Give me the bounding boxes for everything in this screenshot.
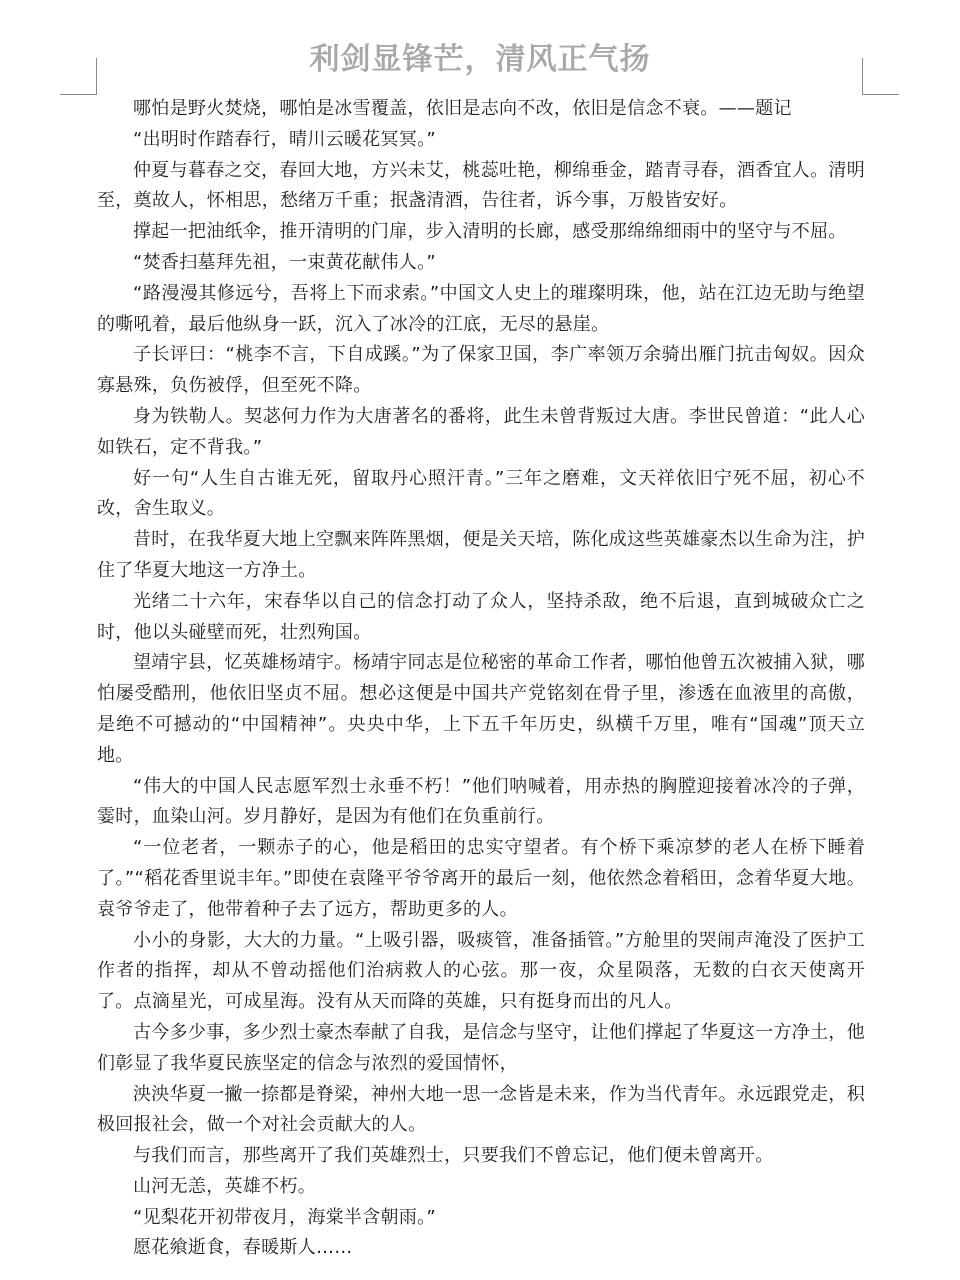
paragraph: 身为铁勒人。契苾何力作为大唐著名的番将，此生未曾背叛过大唐。李世民曾道：“此人心如铁石，定不背我。” xyxy=(97,405,865,458)
paragraph: 撑起一把油纸伞，推开清明的门扉，步入清明的长廊，感受那绵绵细雨中的坚守与不屈。 xyxy=(133,221,847,243)
essay-body xyxy=(97,94,865,1264)
paragraph: 望靖宇县，忆英雄杨靖宇。杨靖宇同志是位秘密的革命工作者，哪怕他曾五次被捕入狱，哪怕屡受酷刑，他依旧坚贞不屈。想必这便是中国共产党铭刻在骨子里，渗透在血液里的高傲，是绝不可撼动的“中国精神”。央央中华，上下五千年历史，纵横千万里，唯有“国魂”顶天立地。 xyxy=(97,652,865,766)
paragraph: “伟大的中国人民志愿军烈士永垂不朽！”他们呐喊着，用赤热的胸膛迎接着冰冷的子弹，霎时，血染山河。岁月静好，是因为有他们在负重前行。 xyxy=(97,775,865,828)
paragraph: “见梨花开初带夜月，海棠半含朝雨。” xyxy=(133,1206,437,1228)
paragraph: “一位老者，一颗赤子的心，他是稻田的忠实守望者。有个桥下乘凉梦的老人在桥下睡着了。”“稻花香里说丰年。”即使在袁隆平爷爷离开的最后一刻，他依然念着稻田，念着华夏大地。袁爷爷走了，他带着种子去了远方，帮助更多的人。 xyxy=(97,837,865,920)
paragraph: 小小的身影，大大的力量。“上吸引器，吸痰管，准备插管。”方舱里的哭闹声淹没了医护工作者的指挥，却从不曾动摇他们治病救人的心弦。那一夜，众星陨落，无数的白衣天使离开了。点滴星光，可成星海。没有从天而降的英雄，只有挺身而出的凡人。 xyxy=(97,929,865,1013)
paragraph: 光绪二十六年，宋春华以自己的信念打动了众人，坚持杀敌，绝不后退，直到城破众亡之时，他以头碰壁而死，壮烈殉国。 xyxy=(97,590,865,643)
paragraph: “路漫漫其修远兮，吾将上下而求索。”中国文人史上的璀璨明珠，他，站在江边无助与绝望的嘶吼着，最后他纵身一跃，沉入了冰冷的江底，无尽的悬崖。 xyxy=(97,282,865,335)
paragraph: 仲夏与暮春之交，春回大地，方兴未艾，桃蕊吐艳，柳绵垂金，踏青寻春，酒香宜人。清明至，奠故人，怀相思，愁绪万千重；抿盏清酒，告往者，诉今事，万般皆安好。 xyxy=(97,159,865,212)
essay-title: 利剑显锋芒，清风正气扬 xyxy=(309,42,651,77)
paragraph: “焚香扫墓拜先祖，一束黄花献伟人。” xyxy=(133,251,437,273)
paragraph: 好一句“人生自古谁无死，留取丹心照汗青。”三年之磨难，文天祥依旧宁死不屈，初心不改，舍生取义。 xyxy=(97,467,865,520)
paragraph: 愿花飨逝食，春暖斯人…… xyxy=(133,1237,353,1259)
paragraph: “出明时作踏春行，晴川云暖花冥冥。” xyxy=(133,128,437,150)
paragraph: 与我们而言，那些离开了我们英雄烈士，只要我们不曾忘记，他们便未曾离开。 xyxy=(133,1145,774,1167)
paragraph: 山河无恙，英雄不朽。 xyxy=(133,1175,316,1197)
paragraph: 昔时，在我华夏大地上空飘来阵阵黑烟，便是关天培，陈化成这些英雄豪杰以生命为注，护住了华夏大地这一方净土。 xyxy=(97,529,865,581)
paragraph: 古今多少事，多少烈士豪杰奉献了自我，是信念与坚守，让他们撑起了华夏这一方净土，他们彰显了我华夏民族坚定的信念与浓烈的爱国情怀， xyxy=(97,1021,865,1074)
paragraph: 泱泱华夏一撇一捺都是脊梁，神州大地一思一念皆是未来，作为当代青年。永远跟党走，积极回报社会，做一个对社会贡献大的人。 xyxy=(97,1083,865,1136)
paragraph: 哪怕是野火焚烧，哪怕是冰雪覆盖，依旧是志向不改，依旧是信念不衰。——题记 xyxy=(133,98,792,119)
paragraph: 子长评曰：“桃李不言，下自成蹊。”为了保家卫国，李广率领万余骑出雁门抗击匈奴。因众寡悬殊，负伤被俘，但至死不降。 xyxy=(97,344,865,397)
